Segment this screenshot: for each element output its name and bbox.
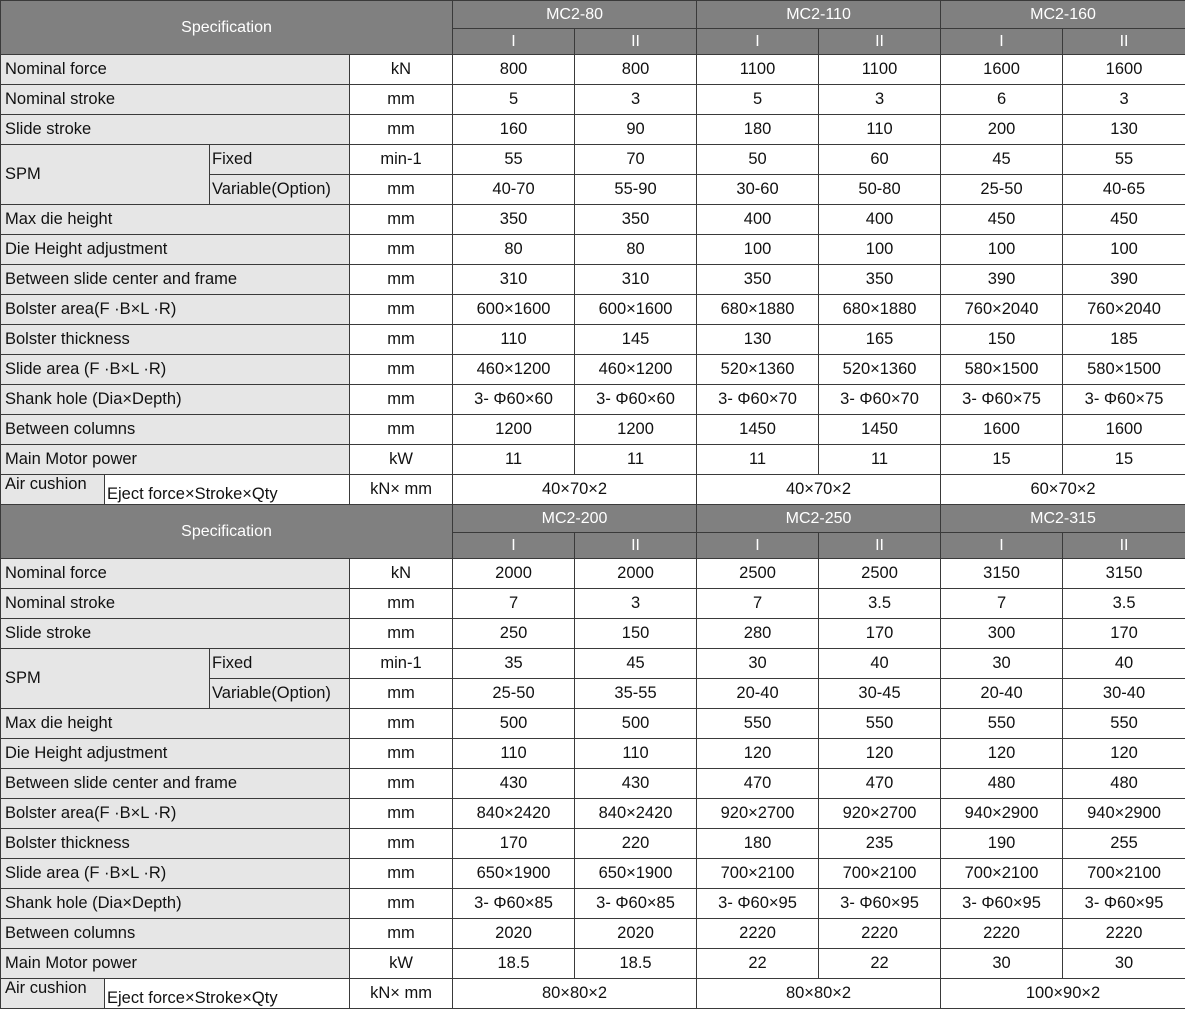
value-cell: 145 [575,325,697,355]
value-cell: 130 [697,325,819,355]
spec-label: Shank hole (Dia×Depth) [1,889,350,919]
value-cell: 460×1200 [453,355,575,385]
value-cell: 3- Φ60×70 [697,385,819,415]
spec-row [1,325,1185,355]
value-cell: 580×1500 [941,355,1063,385]
merged-value-cell: 80×80×2 [453,979,697,1009]
value-cell: 3- Φ60×95 [697,889,819,919]
spec-row [1,589,1185,619]
spm-fixed-label: Fixed [210,145,350,175]
value-cell: 460×1200 [575,355,697,385]
value-cell: 3- Φ60×85 [575,889,697,919]
value-cell: 3- Φ60×75 [1063,385,1185,415]
value-cell: 1600 [941,415,1063,445]
value-cell: 30 [697,649,819,679]
value-cell: 35 [453,649,575,679]
value-cell: 3 [575,589,697,619]
merged-value-cell: 40×70×2 [453,475,697,505]
merged-value-cell: 100×90×2 [941,979,1185,1009]
spec-row [1,55,1185,85]
value-cell: 11 [453,445,575,475]
value-cell: 20-40 [941,679,1063,709]
value-cell: 940×2900 [941,799,1063,829]
unit-cell: mm [350,679,453,709]
spec-label: Bolster thickness [1,325,350,355]
unit-cell: mm [350,799,453,829]
version-header: II [819,29,941,55]
value-cell: 30-60 [697,175,819,205]
value-cell: 110 [453,739,575,769]
value-cell: 110 [575,739,697,769]
value-cell: 1200 [575,415,697,445]
unit-cell: mm [350,85,453,115]
value-cell: 700×2100 [1063,859,1185,889]
value-cell: 150 [941,325,1063,355]
spec-row [1,415,1185,445]
unit-cell: mm [350,205,453,235]
value-cell: 2220 [697,919,819,949]
value-cell: 30 [941,649,1063,679]
version-header: II [1063,533,1185,559]
value-cell: 920×2700 [697,799,819,829]
unit-cell: mm [350,385,453,415]
spec-label: Bolster area(F ·B×L ·R) [1,295,350,325]
unit-cell: min-1 [350,145,453,175]
value-cell: 310 [575,265,697,295]
value-cell: 11 [819,445,941,475]
spec-label: Main Motor power [1,445,350,475]
value-cell: 22 [697,949,819,979]
value-cell: 7 [941,589,1063,619]
value-cell: 2000 [453,559,575,589]
unit-cell: kN [350,559,453,589]
value-cell: 180 [697,829,819,859]
model-header: MC2-110 [697,1,941,29]
spec-row [1,769,1185,799]
version-header: I [941,29,1063,55]
spec-label: Between slide center and frame [1,769,350,799]
value-cell: 180 [697,115,819,145]
value-cell: 40-65 [1063,175,1185,205]
value-cell: 520×1360 [697,355,819,385]
air-cushion-label: Air cushion [1,475,105,505]
value-cell: 1200 [453,415,575,445]
air-cushion-row [1,979,1185,1009]
value-cell: 2500 [819,559,941,589]
value-cell: 255 [1063,829,1185,859]
value-cell: 30-40 [1063,679,1185,709]
value-cell: 2220 [819,919,941,949]
value-cell: 35-55 [575,679,697,709]
air-cushion-sub-label: Eject force×Stroke×Qty [105,475,350,505]
spm-variable-label: Variable(Option) [210,679,350,709]
unit-cell: mm [350,769,453,799]
value-cell: 600×1600 [575,295,697,325]
value-cell: 110 [819,115,941,145]
unit-cell: mm [350,265,453,295]
model-header: MC2-200 [453,505,697,533]
value-cell: 185 [1063,325,1185,355]
value-cell: 1100 [697,55,819,85]
value-cell: 25-50 [453,679,575,709]
value-cell: 920×2700 [819,799,941,829]
value-cell: 220 [575,829,697,859]
value-cell: 680×1880 [819,295,941,325]
value-cell: 6 [941,85,1063,115]
spec-label: Slide stroke [1,115,350,145]
spec-label: Nominal force [1,55,350,85]
value-cell: 45 [941,145,1063,175]
spm-variable-label: Variable(Option) [210,175,350,205]
unit-cell: mm [350,619,453,649]
spec-label: Shank hole (Dia×Depth) [1,385,350,415]
value-cell: 235 [819,829,941,859]
spec-label: Max die height [1,709,350,739]
value-cell: 520×1360 [819,355,941,385]
spec-row [1,829,1185,859]
value-cell: 450 [941,205,1063,235]
spec-label: Slide area (F ·B×L ·R) [1,859,350,889]
value-cell: 800 [575,55,697,85]
spec-label: Bolster thickness [1,829,350,859]
version-header: I [453,533,575,559]
value-cell: 2020 [453,919,575,949]
air-cushion-sub-label: Eject force×Stroke×Qty [105,979,350,1009]
value-cell: 300 [941,619,1063,649]
value-cell: 3 [575,85,697,115]
value-cell: 30-45 [819,679,941,709]
value-cell: 3150 [1063,559,1185,589]
value-cell: 3 [1063,85,1185,115]
version-header: II [1063,29,1185,55]
spec-row [1,265,1185,295]
value-cell: 450 [1063,205,1185,235]
unit-cell: mm [350,235,453,265]
value-cell: 165 [819,325,941,355]
value-cell: 680×1880 [697,295,819,325]
value-cell: 470 [819,769,941,799]
specification-header: Specification [1,1,453,55]
value-cell: 2500 [697,559,819,589]
spec-row [1,709,1185,739]
value-cell: 480 [1063,769,1185,799]
value-cell: 760×2040 [941,295,1063,325]
value-cell: 400 [697,205,819,235]
unit-cell: mm [350,295,453,325]
value-cell: 100 [819,235,941,265]
spec-label: Between columns [1,415,350,445]
spec-label: Between slide center and frame [1,265,350,295]
value-cell: 250 [453,619,575,649]
value-cell: 110 [453,325,575,355]
unit-cell: mm [350,709,453,739]
model-header: MC2-250 [697,505,941,533]
value-cell: 760×2040 [1063,295,1185,325]
value-cell: 700×2100 [819,859,941,889]
spec-label: Bolster area(F ·B×L ·R) [1,799,350,829]
value-cell: 800 [453,55,575,85]
version-header: I [941,533,1063,559]
spec-row [1,235,1185,265]
value-cell: 430 [453,769,575,799]
merged-value-cell: 80×80×2 [697,979,941,1009]
value-cell: 3- Φ60×85 [453,889,575,919]
value-cell: 2000 [575,559,697,589]
value-cell: 480 [941,769,1063,799]
value-cell: 700×2100 [941,859,1063,889]
version-header: II [575,29,697,55]
version-header: I [697,533,819,559]
value-cell: 1600 [1063,55,1185,85]
value-cell: 55-90 [575,175,697,205]
spec-row [1,859,1185,889]
value-cell: 80 [453,235,575,265]
value-cell: 150 [575,619,697,649]
unit-cell: mm [350,919,453,949]
value-cell: 50-80 [819,175,941,205]
value-cell: 350 [819,265,941,295]
value-cell: 840×2420 [575,799,697,829]
value-cell: 60 [819,145,941,175]
version-header: I [453,29,575,55]
spec-row [1,919,1185,949]
value-cell: 15 [1063,445,1185,475]
unit-cell: kW [350,445,453,475]
value-cell: 1450 [819,415,941,445]
value-cell: 170 [453,829,575,859]
unit-cell: mm [350,115,453,145]
spec-label: Between columns [1,919,350,949]
value-cell: 7 [453,589,575,619]
value-cell: 120 [697,739,819,769]
value-cell: 3- Φ60×95 [941,889,1063,919]
value-cell: 30 [1063,949,1185,979]
spec-label: Die Height adjustment [1,235,350,265]
unit-cell: mm [350,415,453,445]
value-cell: 350 [575,205,697,235]
value-cell: 700×2100 [697,859,819,889]
merged-value-cell: 60×70×2 [941,475,1185,505]
value-cell: 3- Φ60×95 [1063,889,1185,919]
value-cell: 350 [697,265,819,295]
value-cell: 390 [941,265,1063,295]
value-cell: 30 [941,949,1063,979]
spec-row [1,385,1185,415]
value-cell: 2220 [1063,919,1185,949]
spm-label: SPM [1,145,210,205]
spec-row [1,799,1185,829]
version-header: II [575,533,697,559]
unit-cell: kN× mm [350,979,453,1009]
value-cell: 50 [697,145,819,175]
value-cell: 3- Φ60×70 [819,385,941,415]
value-cell: 3- Φ60×75 [941,385,1063,415]
spm-label: SPM [1,649,210,709]
unit-cell: mm [350,829,453,859]
spec-row [1,619,1185,649]
value-cell: 20-40 [697,679,819,709]
unit-cell: min-1 [350,649,453,679]
spec-label: Nominal force [1,559,350,589]
model-header-row [1,505,1185,533]
value-cell: 3150 [941,559,1063,589]
unit-cell: mm [350,175,453,205]
value-cell: 5 [453,85,575,115]
value-cell: 2020 [575,919,697,949]
value-cell: 100 [941,235,1063,265]
value-cell: 2220 [941,919,1063,949]
value-cell: 18.5 [453,949,575,979]
unit-cell: mm [350,355,453,385]
value-cell: 580×1500 [1063,355,1185,385]
version-header: I [697,29,819,55]
spec-label: Slide area (F ·B×L ·R) [1,355,350,385]
value-cell: 400 [819,205,941,235]
value-cell: 3.5 [1063,589,1185,619]
model-header: MC2-160 [941,1,1185,29]
spm-fixed-row [1,649,1185,679]
value-cell: 190 [941,829,1063,859]
air-cushion-label: Air cushion [1,979,105,1009]
value-cell: 11 [697,445,819,475]
value-cell: 650×1900 [453,859,575,889]
value-cell: 22 [819,949,941,979]
value-cell: 160 [453,115,575,145]
unit-cell: kN [350,55,453,85]
spec-row [1,85,1185,115]
spec-row [1,889,1185,919]
spec-label: Main Motor power [1,949,350,979]
value-cell: 470 [697,769,819,799]
value-cell: 70 [575,145,697,175]
unit-cell: mm [350,325,453,355]
spec-label: Max die height [1,205,350,235]
value-cell: 7 [697,589,819,619]
value-cell: 40 [1063,649,1185,679]
value-cell: 120 [819,739,941,769]
value-cell: 120 [1063,739,1185,769]
value-cell: 550 [1063,709,1185,739]
value-cell: 18.5 [575,949,697,979]
value-cell: 1600 [1063,415,1185,445]
value-cell: 350 [453,205,575,235]
value-cell: 100 [1063,235,1185,265]
value-cell: 55 [453,145,575,175]
value-cell: 500 [575,709,697,739]
spec-label: Nominal stroke [1,85,350,115]
value-cell: 500 [453,709,575,739]
version-header: II [819,533,941,559]
value-cell: 130 [1063,115,1185,145]
value-cell: 310 [453,265,575,295]
value-cell: 390 [1063,265,1185,295]
value-cell: 40-70 [453,175,575,205]
value-cell: 40 [819,649,941,679]
value-cell: 3- Φ60×95 [819,889,941,919]
spec-row [1,739,1185,769]
spm-fixed-row [1,145,1185,175]
value-cell: 100 [697,235,819,265]
value-cell: 1600 [941,55,1063,85]
value-cell: 3.5 [819,589,941,619]
spec-row [1,355,1185,385]
spec-row [1,205,1185,235]
value-cell: 120 [941,739,1063,769]
specification-header: Specification [1,505,453,559]
value-cell: 170 [1063,619,1185,649]
model-header: MC2-315 [941,505,1185,533]
value-cell: 15 [941,445,1063,475]
spec-row [1,115,1185,145]
spm-fixed-label: Fixed [210,649,350,679]
unit-cell: mm [350,889,453,919]
value-cell: 840×2420 [453,799,575,829]
spec-row [1,445,1185,475]
value-cell: 55 [1063,145,1185,175]
model-header: MC2-80 [453,1,697,29]
value-cell: 170 [819,619,941,649]
spec-row [1,295,1185,325]
merged-value-cell: 40×70×2 [697,475,941,505]
unit-cell: mm [350,859,453,889]
spec-label: Nominal stroke [1,589,350,619]
value-cell: 5 [697,85,819,115]
value-cell: 45 [575,649,697,679]
value-cell: 25-50 [941,175,1063,205]
value-cell: 11 [575,445,697,475]
spec-row [1,949,1185,979]
value-cell: 1450 [697,415,819,445]
value-cell: 550 [941,709,1063,739]
spec-row [1,559,1185,589]
model-header-row [1,1,1185,29]
value-cell: 80 [575,235,697,265]
value-cell: 3- Φ60×60 [575,385,697,415]
unit-cell: kN× mm [350,475,453,505]
value-cell: 3 [819,85,941,115]
value-cell: 430 [575,769,697,799]
value-cell: 1100 [819,55,941,85]
value-cell: 280 [697,619,819,649]
unit-cell: mm [350,589,453,619]
value-cell: 200 [941,115,1063,145]
spec-label: Slide stroke [1,619,350,649]
value-cell: 550 [819,709,941,739]
value-cell: 90 [575,115,697,145]
value-cell: 3- Φ60×60 [453,385,575,415]
value-cell: 550 [697,709,819,739]
value-cell: 650×1900 [575,859,697,889]
unit-cell: mm [350,739,453,769]
unit-cell: kW [350,949,453,979]
air-cushion-row [1,475,1185,505]
value-cell: 940×2900 [1063,799,1185,829]
spec-label: Die Height adjustment [1,739,350,769]
value-cell: 600×1600 [453,295,575,325]
